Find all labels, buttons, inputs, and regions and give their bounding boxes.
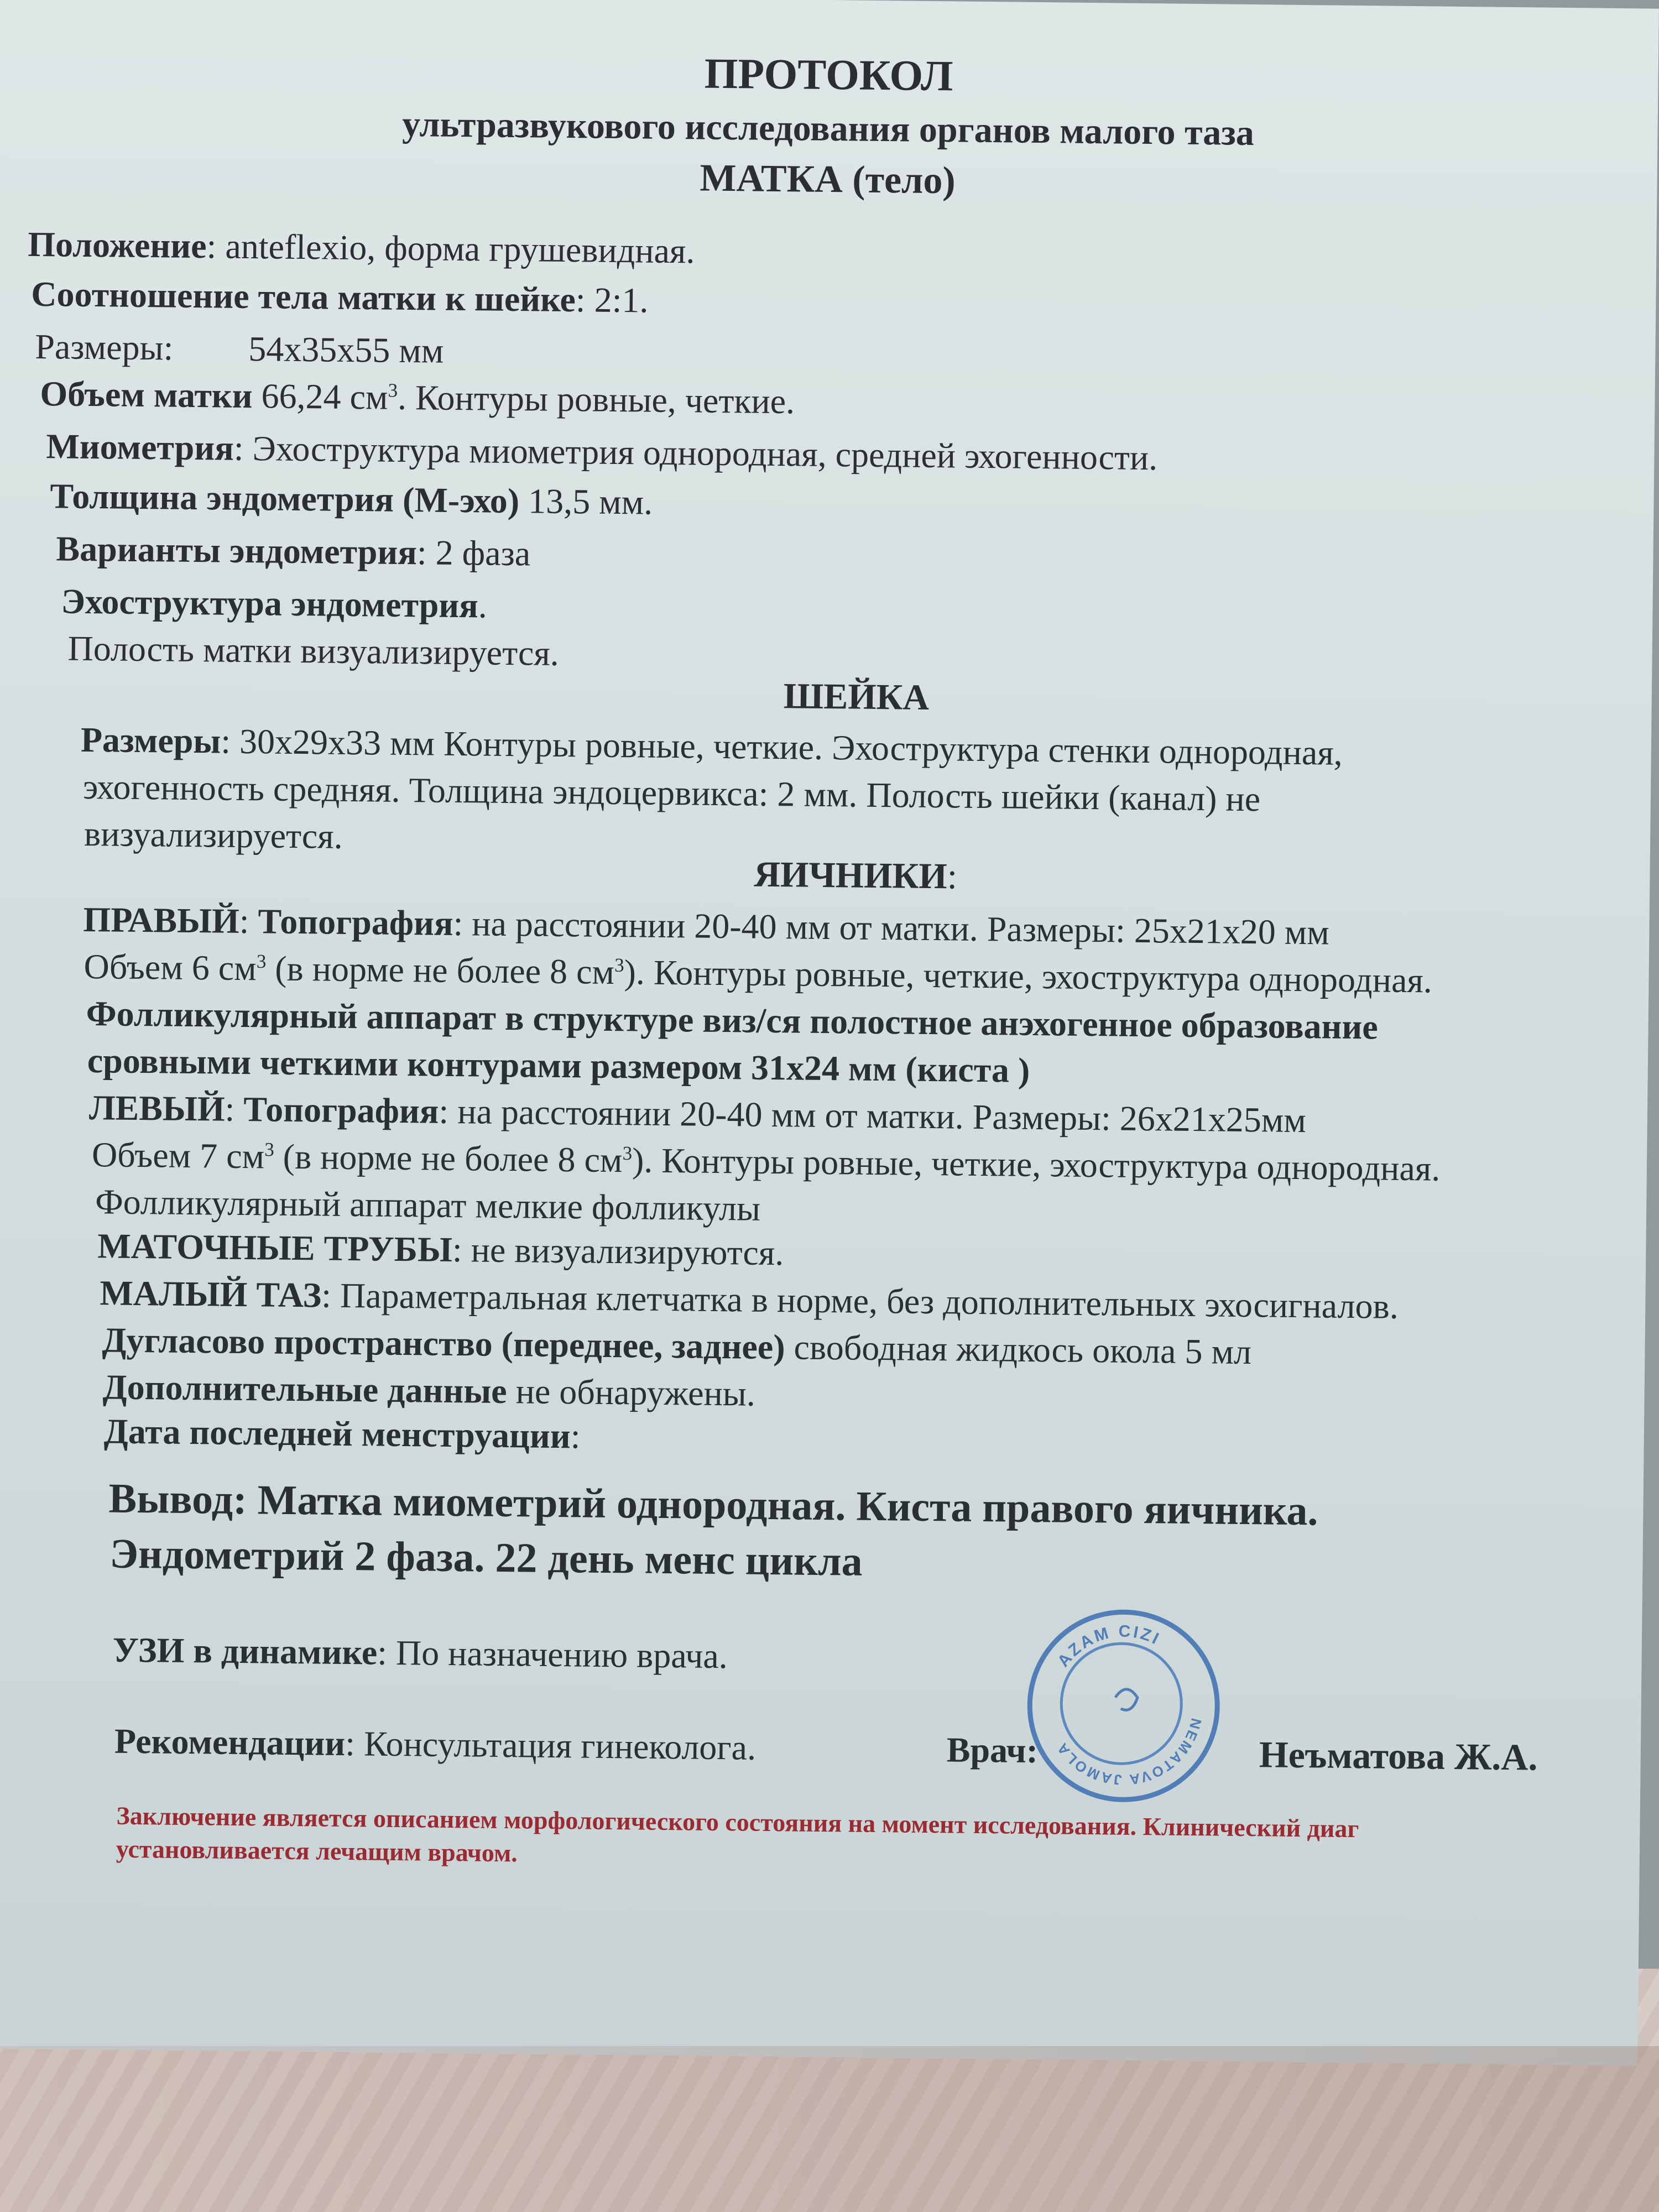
endometrium-structure-value: . — [478, 586, 488, 625]
document-title: ПРОТОКОЛ — [704, 49, 953, 100]
uterus-volume-sup: 3 — [388, 379, 398, 401]
right-ovary-topo-value: : на расстоянии 20-40 мм от матки. Размеры: 25x21x20 мм — [453, 903, 1330, 952]
endometrium-thickness-line — [50, 476, 653, 523]
cervix-line-3: визуализируется. — [84, 813, 343, 856]
left-ovary-topo-value: : на расстоянии 20-40 мм от матки. Размеры: 26x21x25мм — [439, 1091, 1307, 1140]
uterus-ratio-value: : 2:1. — [575, 280, 649, 320]
cervix-line-2: эхогенность средняя. Толщина эндоцервикса: 2 мм. Полость шейки (канал) не — [82, 766, 1261, 819]
endometrium-variants-value: : 2 фаза — [416, 533, 531, 573]
pelvis-label: МАЛЫЙ ТАЗ — [100, 1273, 322, 1315]
right-ovary-volume-line — [84, 946, 1432, 1001]
additional-data-line — [102, 1366, 755, 1414]
douglas-space-value: свободная жидкось окола 5 мл — [785, 1327, 1252, 1372]
recommendations-line — [114, 1721, 757, 1768]
left-ovary-volume-c: ). Контуры ровные, четкие, эхоструктура однородная. — [632, 1140, 1441, 1188]
left-ovary-volume-a: Объем 7 см — [91, 1135, 265, 1176]
left-ovary-volume-b: (в норме не более 8 см — [274, 1136, 623, 1180]
stamp-text-side: NEMATOVA JAMOLA — [1052, 1717, 1205, 1788]
myometrium-value: : Эхоструктура миометрия однородная, средней эхогенности. — [233, 428, 1158, 478]
ovaries-heading-text: ЯИЧНИКИ — [754, 854, 948, 897]
section-cervix-heading: ШЕЙКА — [783, 676, 930, 718]
uterus-volume-value: 66,24 см — [252, 376, 388, 417]
svg-text:NEMATOVA JAMOLA — [1052, 1715, 1205, 1790]
endometrium-structure-label: Эхоструктура эндометрия — [61, 581, 479, 625]
pelvis-line — [100, 1272, 1399, 1327]
dynamics-value: : По назначению врача. — [377, 1632, 728, 1676]
background-shadow — [0, 2046, 1659, 2212]
conclusion-line-1: Вывод: Матка миометрий однородная. Киста правого яичника. — [108, 1475, 1319, 1535]
doctor-stamp — [1026, 1609, 1221, 1803]
myometrium-line — [46, 426, 1157, 478]
svg-text:AZAM CIZI — [1054, 1621, 1164, 1671]
last-menstruation-line — [103, 1411, 580, 1457]
left-ovary-follicle-line: Фолликулярный аппарат мелкие фолликулы — [95, 1182, 761, 1228]
cervix-size-line — [81, 719, 1343, 774]
conclusion-line-2: Эндометрий 2 фаза. 22 день менс цикла — [109, 1530, 863, 1585]
fallopian-tubes-line — [97, 1225, 784, 1274]
endometrium-thickness-label: Толщина эндометрия (М-эхо) — [50, 476, 520, 521]
last-menstruation-value: : — [570, 1416, 581, 1456]
uterus-volume-rest: . Контуры ровные, четкие. — [397, 377, 795, 421]
section-uterus-heading: МАТКА (тело) — [700, 156, 956, 202]
additional-data-label: Дополнительные данные — [102, 1367, 508, 1411]
uterus-ratio-label: Соотношение тела матки к шейке — [30, 274, 576, 320]
right-ovary-label: ПРАВЫЙ — [83, 899, 240, 941]
stamp-text-top: AZAM CIZI — [1054, 1622, 1164, 1671]
uterus-size-value: 54x35x55 мм — [248, 329, 444, 371]
pelvis-value: : Параметральная клетчатка в норме, без дополнительных эхосигналов. — [321, 1275, 1399, 1326]
dynamics-label: УЗИ в динамике — [112, 1630, 378, 1672]
uterus-ratio-line — [31, 274, 649, 321]
additional-data-value: не обнаружены. — [507, 1371, 756, 1413]
stamp-lettering — [1031, 1614, 1215, 1798]
right-ovary-follicle-line-2: сровными четкими контурами размером 31x24 мм (киста ) — [87, 1041, 1030, 1090]
left-ovary-topo-label: Топография — [243, 1089, 439, 1131]
left-ovary-volume-sup1: 3 — [264, 1139, 275, 1161]
douglas-space-label: Дугласово пространство (переднее, заднее) — [102, 1320, 785, 1367]
dynamics-line — [112, 1630, 728, 1677]
doctor-label: Врач: — [946, 1730, 1039, 1771]
uterus-position-line — [28, 224, 695, 272]
right-ovary-follicle-line-1: Фолликулярный аппарат в структуре виз/ся полостное анэхогенное образование — [86, 994, 1379, 1047]
last-menstruation-label: Дата последней менструации — [103, 1411, 571, 1456]
uterus-size-line — [35, 326, 444, 372]
doctor-name: Неъматова Ж.А. — [1259, 1733, 1538, 1778]
left-ovary-volume-sup2: 3 — [622, 1142, 633, 1165]
right-ovary-topo-label: Топография — [258, 901, 453, 943]
endometrium-variants-line — [56, 528, 531, 574]
left-ovary-topography-line: ЛЕВЫЙ: Топография: на расстоянии 20-40 мм от матки. Размеры: 26x21x25мм — [88, 1088, 1307, 1140]
fallopian-tubes-value: : не визуализируются. — [452, 1229, 784, 1273]
cervix-size-value: : 30x29x33 мм Контуры ровные, четкие. Эхоструктура стенки однородная, — [221, 721, 1343, 773]
endometrium-thickness-value: 13,5 мм. — [519, 481, 653, 522]
section-ovaries-heading — [754, 854, 957, 898]
right-ovary-volume-sup1: 3 — [256, 950, 267, 973]
recommendations-value: : Консультация гинеколога. — [345, 1724, 757, 1767]
fallopian-tubes-label: МАТОЧНЫЕ ТРУБЫ — [97, 1226, 453, 1269]
uterine-cavity-text: Полость матки визуализируется. — [67, 628, 560, 673]
right-ovary-volume-b: (в норме не более 8 см — [265, 948, 615, 992]
endometrium-variants-label: Варианты эндометрия — [56, 529, 418, 572]
right-ovary-topography-line: ПРАВЫЙ: Топография: на расстоянии 20-40 мм от матки. Размеры: 25x21x20 мм — [83, 899, 1330, 952]
right-ovary-volume-a: Объем 6 см — [84, 946, 257, 988]
left-ovary-label: ЛЕВЫЙ — [88, 1088, 226, 1129]
left-ovary-volume-line — [92, 1134, 1441, 1190]
right-ovary-volume-c: ). Контуры ровные, четкие, эхоструктура однородная. — [624, 952, 1433, 1000]
endometrium-structure-line — [61, 581, 487, 627]
ovaries-heading-colon: : — [947, 856, 958, 897]
recommendations-label: Рекомендации — [114, 1721, 346, 1764]
uterus-position-label: Положение — [27, 224, 207, 266]
uterus-volume-line — [40, 373, 795, 422]
uterus-volume-label: Объем матки — [40, 374, 253, 416]
disclaimer-line-2: установливается лечащим врачом. — [116, 1834, 518, 1867]
uterus-size-label: Размеры: — [34, 326, 174, 368]
douglas-space-line — [102, 1319, 1251, 1373]
cervix-size-label: Размеры — [80, 719, 221, 761]
right-ovary-volume-sup2: 3 — [614, 954, 624, 976]
document-subtitle: ультразвукового исследования органов малого таза — [401, 103, 1255, 154]
disclaimer-line-1: Заключение является описанием морфологического состояния на момент исследования. Клинический диаг — [116, 1801, 1359, 1843]
uterus-position-value: : anteflexio, форма грушевидная. — [206, 226, 695, 271]
myometrium-label: Миометрия — [46, 426, 234, 468]
